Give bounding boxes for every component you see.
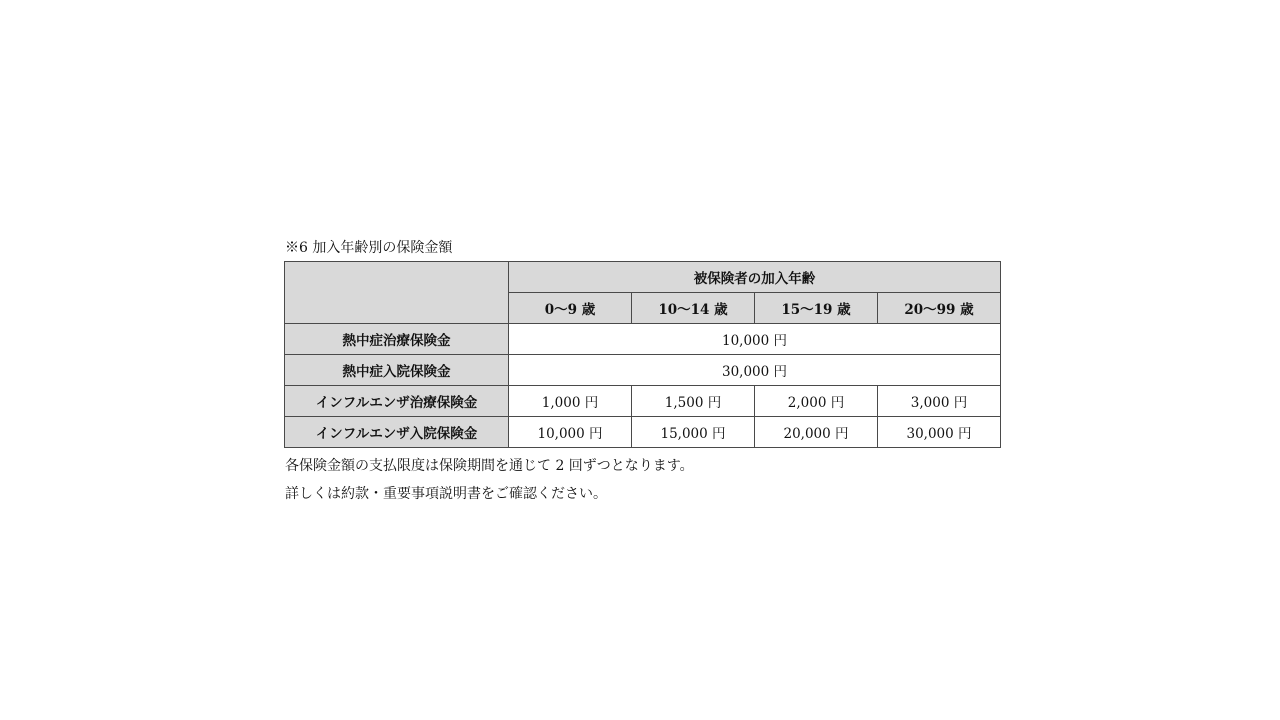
row-label: インフルエンザ入院保険金: [285, 417, 509, 448]
age-column-header: 10〜14 歳: [632, 293, 755, 324]
age-group-header: 被保険者の加入年齢: [509, 262, 1001, 293]
row-label: 熱中症入院保険金: [285, 355, 509, 386]
row-label: 熱中症治療保険金: [285, 324, 509, 355]
insurance-amount-table: [284, 261, 1001, 448]
payment-limit-note: 各保険金額の支払限度は保険期間を通じて 2 回ずつとなります。: [285, 458, 694, 474]
age-column-header: 15〜19 歳: [755, 293, 878, 324]
age-column-header: 0〜9 歳: [509, 293, 632, 324]
table-row: [285, 355, 1001, 386]
row-label: インフルエンザ治療保険金: [285, 386, 509, 417]
amount-cell: 20,000 円: [755, 417, 878, 448]
amount-cell: 2,000 円: [755, 386, 878, 417]
amount-cell: 10,000 円: [509, 417, 632, 448]
table-header-row-group: [285, 262, 1001, 293]
amount-cell: 1,500 円: [632, 386, 755, 417]
table-corner-cell: [285, 262, 509, 324]
age-column-header: 20〜99 歳: [878, 293, 1001, 324]
table-row: [285, 386, 1001, 417]
table-row: [285, 417, 1001, 448]
amount-cell: 15,000 円: [632, 417, 755, 448]
amount-cell: 3,000 円: [878, 386, 1001, 417]
table-caption: ※6 加入年齢別の保険金額: [285, 240, 453, 256]
table-row: [285, 324, 1001, 355]
terms-reference-note: 詳しくは約款・重要事項説明書をご確認ください。: [285, 486, 607, 502]
amount-cell: 30,000 円: [878, 417, 1001, 448]
amount-cell: 1,000 円: [509, 386, 632, 417]
merged-amount-cell: 30,000 円: [509, 355, 1001, 386]
merged-amount-cell: 10,000 円: [509, 324, 1001, 355]
